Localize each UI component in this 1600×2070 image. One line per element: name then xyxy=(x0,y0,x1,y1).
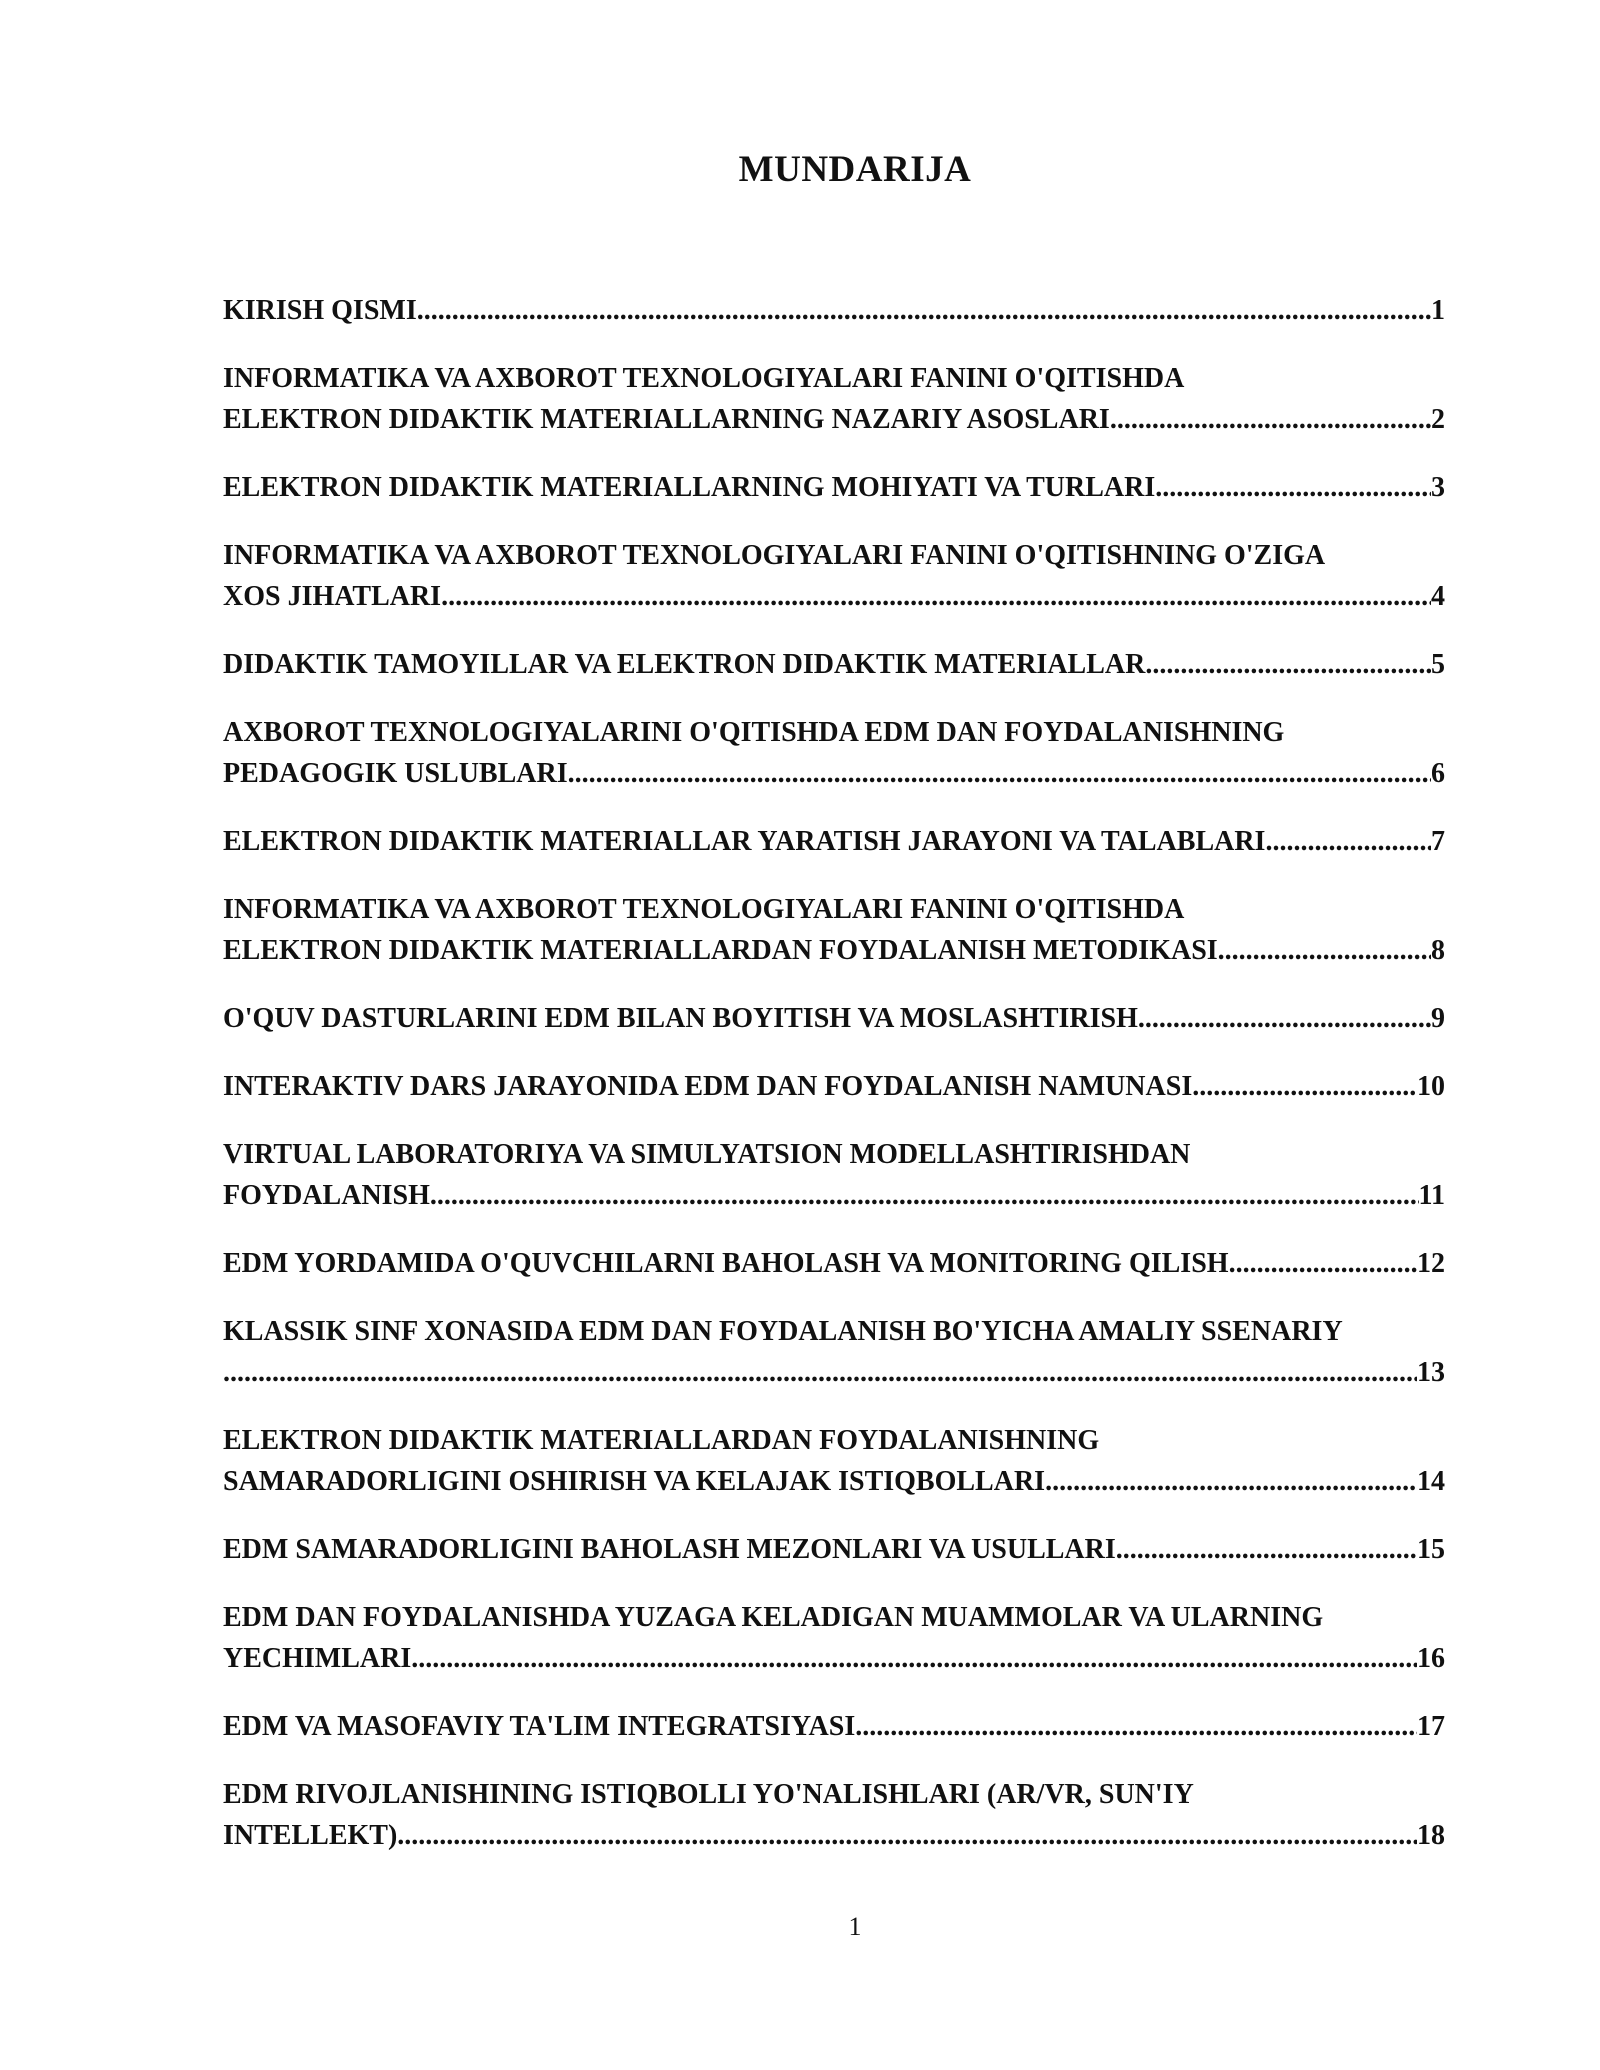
toc-entry-page-number: 5 xyxy=(1431,649,1445,680)
toc-entry-line xyxy=(223,1638,1445,1679)
toc-entry-title: ELEKTRON DIDAKTIK MATERIALLARDAN FOYDALANISH METODIKASI xyxy=(223,935,1218,966)
toc-entry[interactable] xyxy=(223,1420,1445,1502)
toc-entry-page-number: 3 xyxy=(1431,472,1445,503)
toc-entry-line xyxy=(223,930,1445,971)
toc-entry[interactable] xyxy=(223,998,1445,1039)
toc-entry-title-line: EDM DAN FOYDALANISHDA YUZAGA KELADIGAN MUAMMOLAR VA ULARNING xyxy=(223,1602,1324,1633)
toc-entry-title: ELEKTRON DIDAKTIK MATERIALLARNING NAZARIY ASOSLARI xyxy=(223,404,1110,435)
dot-leader xyxy=(1145,644,1431,685)
toc-entry-line xyxy=(223,821,1445,862)
toc-entry[interactable] xyxy=(223,1311,1445,1393)
page-number: 1 xyxy=(848,1912,862,1941)
toc-entry-title: DIDAKTIK TAMOYILLAR VA ELEKTRON DIDAKTIK MATERIALLAR xyxy=(223,649,1146,680)
toc-entry[interactable] xyxy=(223,358,1445,440)
toc-entry-line xyxy=(223,290,1445,331)
toc-entry-line xyxy=(223,1706,1445,1747)
toc-entry-page-number: 6 xyxy=(1431,758,1445,789)
toc-entry-page-number: 16 xyxy=(1417,1643,1445,1674)
dot-leader xyxy=(1229,1243,1417,1284)
toc-entry-title: FOYDALANISH xyxy=(223,1180,430,1211)
toc-entry-title: INTERAKTIV DARS JARAYONIDA EDM DAN FOYDALANISH NAMUNASI xyxy=(223,1071,1193,1102)
dot-leader xyxy=(430,1175,1419,1216)
toc-entry-line xyxy=(223,576,1445,617)
dot-leader xyxy=(1110,399,1431,440)
toc-entry-line xyxy=(223,399,1445,440)
toc-entry-page-number: 7 xyxy=(1431,826,1445,857)
toc-entry-page-number: 10 xyxy=(1417,1071,1445,1102)
toc-entry-title-line: INFORMATIKA VA AXBOROT TEXNOLOGIYALARI FANINI O'QITISHDA xyxy=(223,363,1185,394)
toc-entry-title-line: EDM RIVOJLANISHINING ISTIQBOLLI YO'NALISHLARI (AR/VR, SUN'IY xyxy=(223,1779,1194,1810)
toc-entry-page-number: 8 xyxy=(1431,935,1445,966)
dot-leader xyxy=(1218,930,1431,971)
toc-entry-page-number: 12 xyxy=(1417,1248,1445,1279)
toc-entry-title: EDM VA MASOFAVIY TA'LIM INTEGRATSIYASI xyxy=(223,1711,856,1742)
toc-entry-title-line: AXBOROT TEXNOLOGIYALARINI O'QITISHDA EDM DAN FOYDALANISHNING xyxy=(223,717,1285,748)
dot-leader xyxy=(1192,1066,1417,1107)
toc-entry-page-number: 15 xyxy=(1417,1534,1445,1565)
page-title: MUNDARIJA xyxy=(738,149,972,190)
dot-leader xyxy=(855,1706,1417,1747)
toc-entry-line xyxy=(223,1175,1445,1216)
toc-entry[interactable] xyxy=(223,1529,1445,1570)
toc-entry[interactable] xyxy=(223,821,1445,862)
toc-entry-page-number: 1 xyxy=(1431,295,1445,326)
dot-leader xyxy=(1265,821,1431,862)
toc-entry-title-line: ELEKTRON DIDAKTIK MATERIALLARDAN FOYDALANISHNING xyxy=(223,1425,1100,1456)
table-of-contents xyxy=(223,290,1445,1883)
dot-leader xyxy=(1138,998,1431,1039)
toc-entry-line xyxy=(223,998,1445,1039)
toc-entry-line xyxy=(223,1066,1445,1107)
toc-entry-page-number: 2 xyxy=(1431,404,1445,435)
toc-entry-title: ELEKTRON DIDAKTIK MATERIALLARNING MOHIYATI VA TURLARI xyxy=(223,472,1156,503)
dot-leader xyxy=(397,1815,1417,1856)
toc-entry-title: YECHIMLARI xyxy=(223,1643,412,1674)
toc-entry[interactable] xyxy=(223,1774,1445,1856)
toc-entry[interactable] xyxy=(223,1597,1445,1679)
toc-entry-page-number: 17 xyxy=(1417,1711,1445,1742)
toc-entry-line xyxy=(223,753,1445,794)
dot-leader xyxy=(1045,1461,1417,1502)
toc-entry[interactable] xyxy=(223,1243,1445,1284)
dot-leader xyxy=(411,1638,1417,1679)
toc-entry[interactable] xyxy=(223,644,1445,685)
toc-entry-title-line: KLASSIK SINF XONASIDA EDM DAN FOYDALANISH BO'YICHA AMALIY SSENARIY xyxy=(223,1316,1343,1347)
toc-entry-page-number: 13 xyxy=(1417,1357,1445,1388)
toc-entry-title: O'QUV DASTURLARINI EDM BILAN BOYITISH VA MOSLASHTIRISH xyxy=(223,1003,1138,1034)
toc-entry[interactable] xyxy=(223,467,1445,508)
toc-entry-line xyxy=(223,1243,1445,1284)
toc-entry-line xyxy=(223,1815,1445,1856)
dot-leader xyxy=(1116,1529,1417,1570)
toc-entry-line xyxy=(223,644,1445,685)
toc-entry-line xyxy=(223,1461,1445,1502)
toc-entry-title: EDM SAMARADORLIGINI BAHOLASH MEZONLARI VA USULLARI xyxy=(223,1534,1116,1565)
toc-entry-line xyxy=(223,467,1445,508)
toc-entry-title: INTELLEKT) xyxy=(223,1820,398,1851)
toc-entry-title-line: INFORMATIKA VA AXBOROT TEXNOLOGIYALARI FANINI O'QITISHNING O'ZIGA xyxy=(223,540,1326,571)
toc-entry[interactable] xyxy=(223,1134,1445,1216)
toc-entry-page-number: 18 xyxy=(1417,1820,1445,1851)
toc-entry[interactable] xyxy=(223,889,1445,971)
toc-entry-page-number: 9 xyxy=(1431,1003,1445,1034)
toc-entry-page-number: 4 xyxy=(1431,581,1445,612)
toc-entry-title-line: INFORMATIKA VA AXBOROT TEXNOLOGIYALARI FANINI O'QITISHDA xyxy=(223,894,1185,925)
toc-entry[interactable] xyxy=(223,535,1445,617)
toc-entry-title-line: VIRTUAL LABORATORIYA VA SIMULYATSION MODELLASHTIRISHDAN xyxy=(223,1139,1191,1170)
toc-entry-title: KIRISH QISMI xyxy=(223,295,417,326)
toc-entry[interactable] xyxy=(223,712,1445,794)
toc-entry-title: ELEKTRON DIDAKTIK MATERIALLAR YARATISH JARAYONI VA TALABLARI xyxy=(223,826,1266,857)
toc-entry-line xyxy=(223,1352,1445,1393)
toc-entry[interactable] xyxy=(223,1066,1445,1107)
toc-entry-title: PEDAGOGIK USLUBLARI xyxy=(223,758,568,789)
toc-entry-page-number: 11 xyxy=(1418,1180,1445,1211)
dot-leader xyxy=(441,576,1431,617)
toc-entry-title: SAMARADORLIGINI OSHIRISH VA KELAJAK ISTIQBOLLARI xyxy=(223,1466,1046,1497)
toc-entry[interactable] xyxy=(223,1706,1445,1747)
toc-entry-page-number: 14 xyxy=(1417,1466,1445,1497)
dot-leader xyxy=(1155,467,1431,508)
dot-leader xyxy=(223,1352,1417,1393)
dot-leader xyxy=(568,753,1431,794)
toc-entry-line xyxy=(223,1529,1445,1570)
dot-leader xyxy=(417,290,1431,331)
toc-entry-title: EDM YORDAMIDA O'QUVCHILARNI BAHOLASH VA MONITORING QILISH xyxy=(223,1248,1229,1279)
toc-entry-title: XOS JIHATLARI xyxy=(223,581,442,612)
toc-entry[interactable] xyxy=(223,290,1445,331)
